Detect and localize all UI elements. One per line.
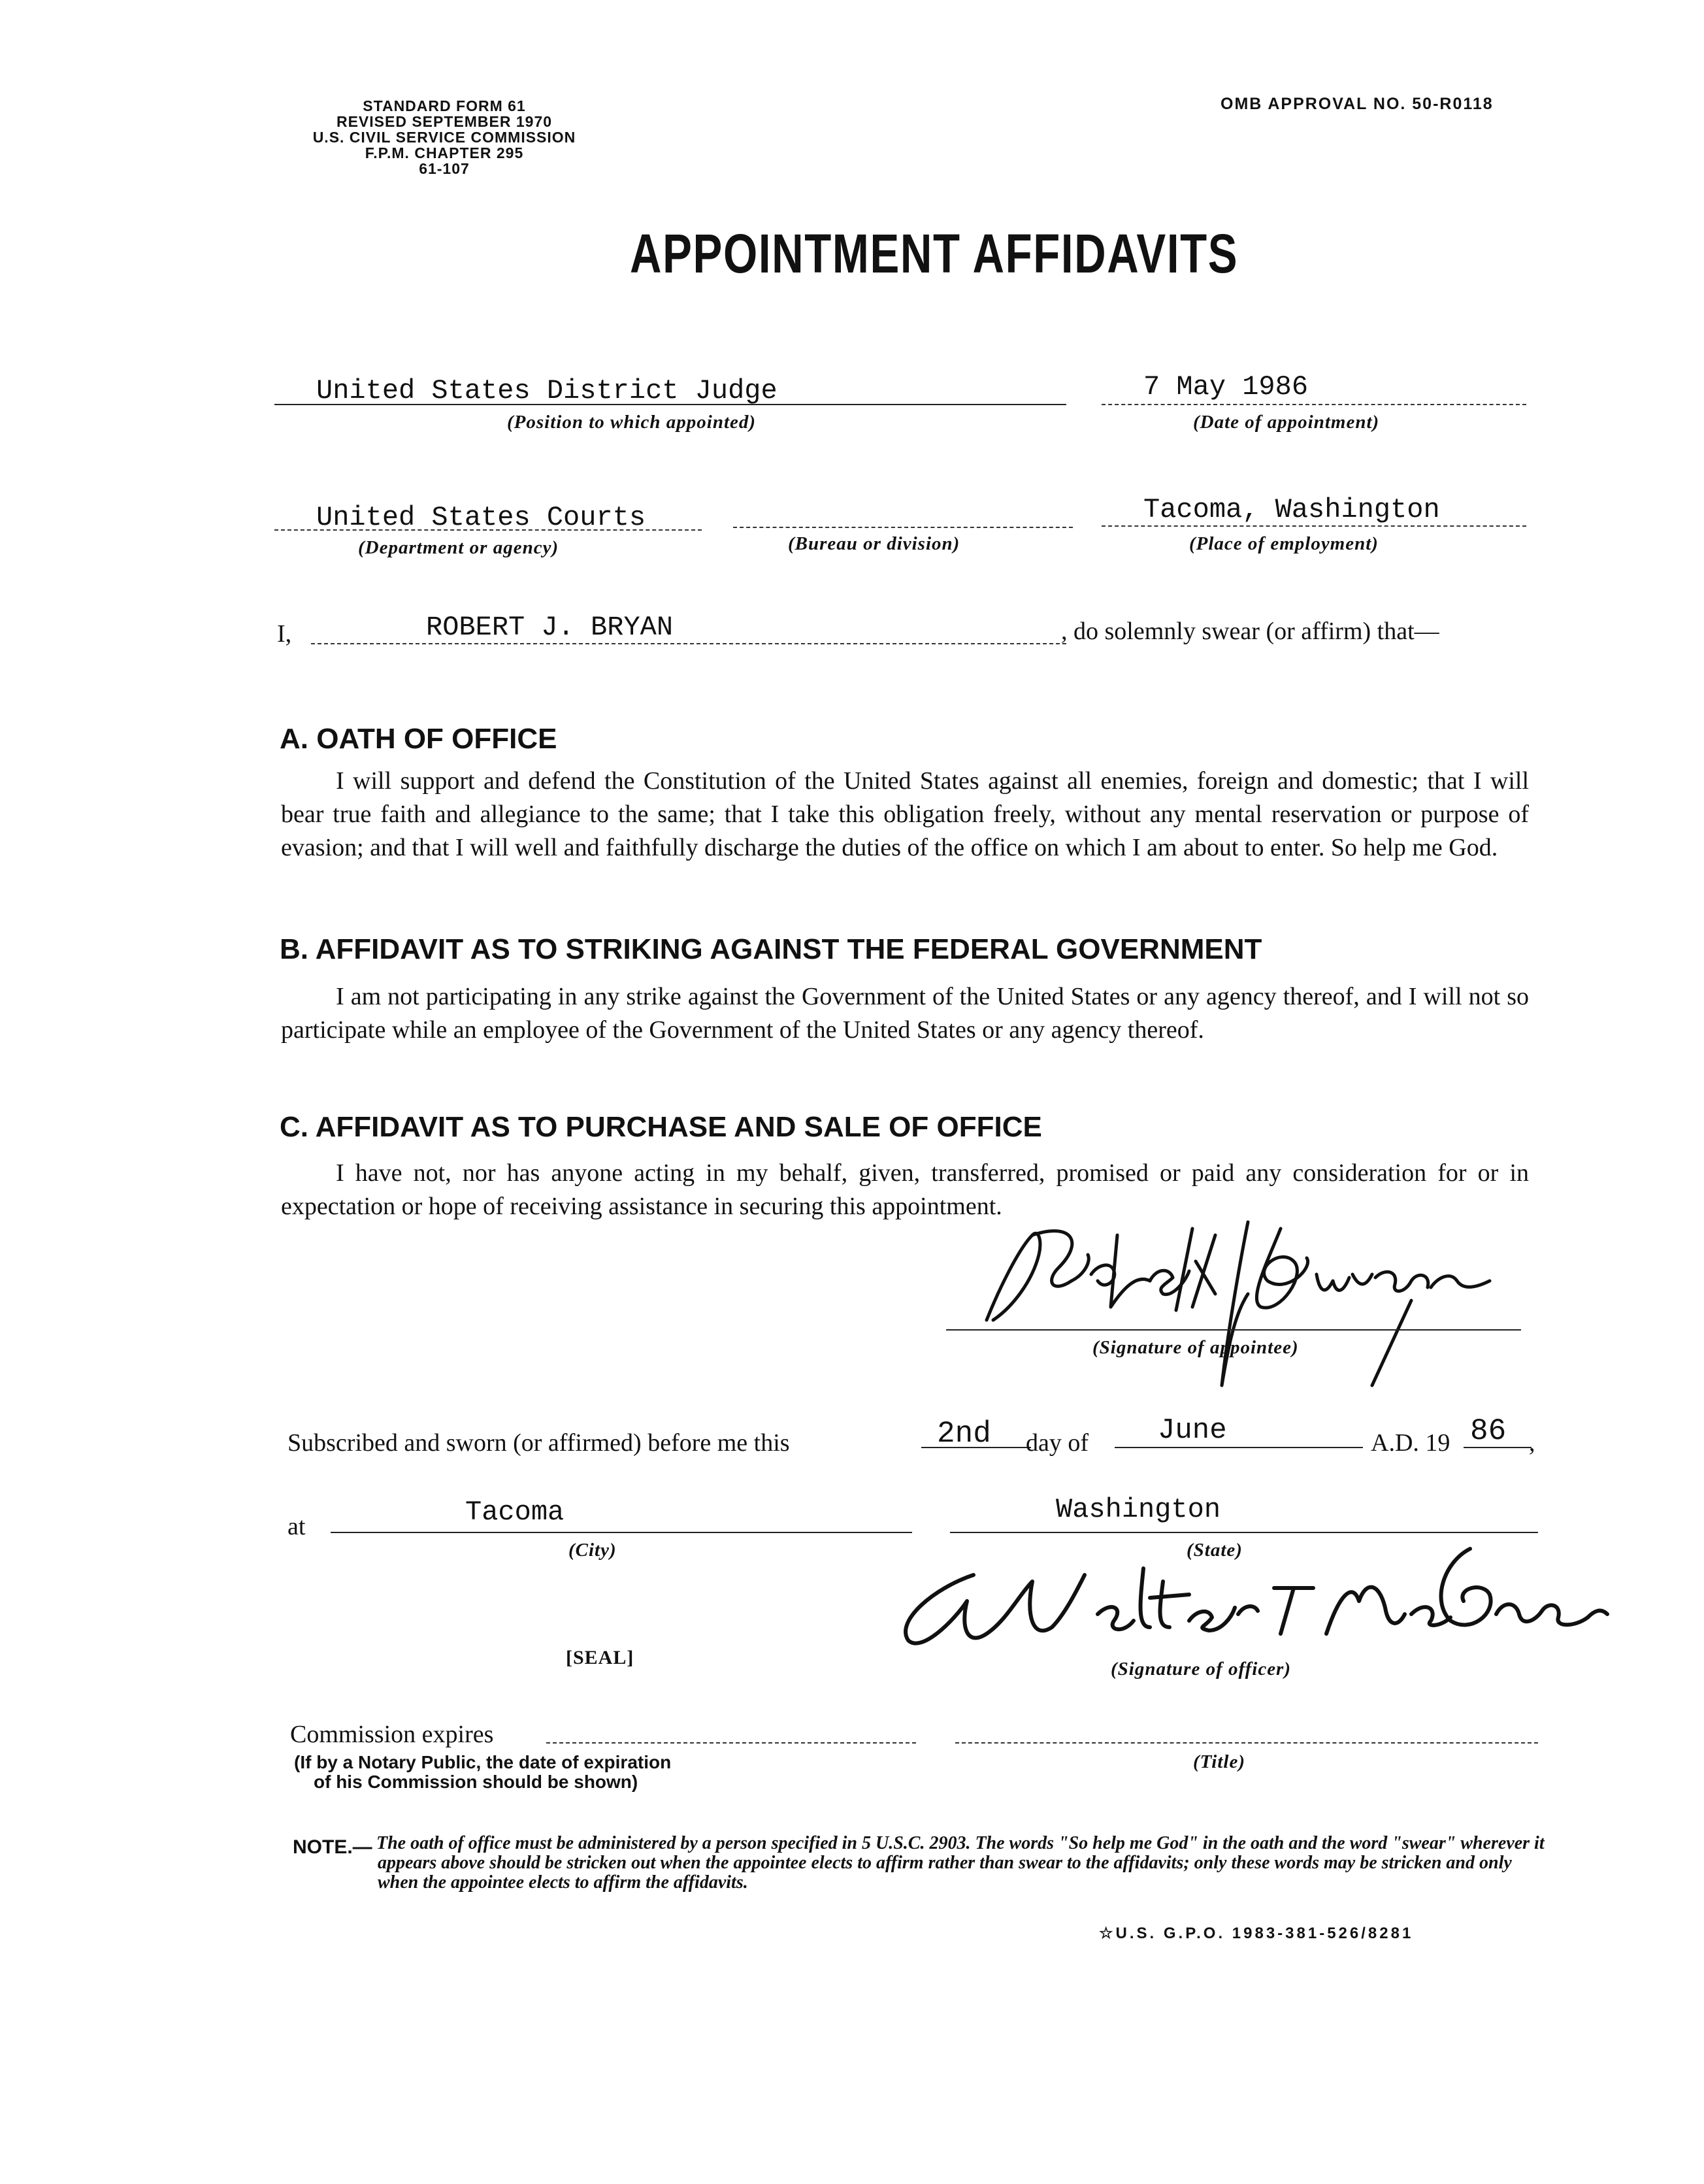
place-caption: (Place of employment) — [1189, 533, 1379, 554]
subscribed-prefix: Subscribed and sworn (or affirmed) before me this — [287, 1429, 790, 1457]
place-underline — [1102, 525, 1526, 527]
bureau-caption: (Bureau or division) — [788, 533, 960, 554]
title-underline[interactable] — [955, 1742, 1538, 1744]
commission-note — [294, 1753, 671, 1792]
section-c-text: I have not, nor has anyone acting in my behalf, given, transferred, promised or paid any consideration for or in expectation or hope of receiving assistance in securing this appointment. — [281, 1159, 1529, 1220]
commission-note-line2: of his Commission should be shown) — [314, 1772, 638, 1792]
form-chapter: F.P.M. CHAPTER 295 — [365, 144, 524, 161]
officer-signature-caption: (Signature of officer) — [1111, 1659, 1292, 1679]
day-underline — [921, 1447, 1031, 1448]
year-comma: , — [1529, 1429, 1535, 1457]
state-caption: (State) — [1187, 1540, 1243, 1561]
appointee-signature-line — [946, 1329, 1521, 1331]
oath-prefix: I, — [277, 620, 292, 648]
state-field[interactable]: Washington — [1056, 1494, 1221, 1525]
printer-imprint: ☆U.S. G.P.O. 1983-381-526/8281 — [1099, 1925, 1414, 1942]
page-title: APPOINTMENT AFFIDAVITS — [630, 223, 1239, 284]
date-caption: (Date of appointment) — [1193, 412, 1380, 433]
month-field[interactable]: June — [1158, 1414, 1227, 1447]
title-caption: (Title) — [1193, 1751, 1245, 1772]
place-field[interactable]: Tacoma, Washington — [1143, 494, 1440, 525]
section-a-heading: A. OATH OF OFFICE — [280, 723, 557, 755]
form-revised: REVISED SEPTEMBER 1970 — [336, 113, 553, 130]
appointee-signature-caption: (Signature of appointee) — [1092, 1337, 1299, 1358]
form-id-block — [268, 98, 621, 176]
seal-placeholder: [SEAL] — [566, 1647, 634, 1668]
section-a-text: I will support and defend the Constitution of the United States against all enemies, foreign and domestic; that I will bear true faith and allegiance to the same; that I take this obligation freely, without any mental reservation or purpose of evasion; and that I will well and faithfully discharge the duties of the office on which I am about to enter. So help me God. — [281, 767, 1529, 861]
section-b-heading: B. AFFIDAVIT AS TO STRIKING AGAINST THE FEDERAL GOVERNMENT — [280, 933, 1262, 965]
date-field[interactable]: 7 May 1986 — [1143, 371, 1309, 403]
appointee-signature — [941, 1196, 1555, 1412]
year-underline — [1464, 1447, 1532, 1448]
form-number: 61-107 — [419, 160, 470, 177]
section-c-heading: C. AFFIDAVIT AS TO PURCHASE AND SALE OF OFFICE — [280, 1111, 1042, 1143]
commission-note-line1: (If by a Notary Public, the date of expiration — [294, 1752, 672, 1772]
form-name: STANDARD FORM 61 — [363, 97, 526, 114]
department-caption: (Department or agency) — [358, 537, 559, 558]
appointee-name-underline — [311, 643, 1066, 644]
ad-label: A.D. 19 — [1371, 1429, 1450, 1457]
position-caption: (Position to which appointed) — [507, 412, 757, 433]
date-underline — [1102, 404, 1526, 405]
section-b-text: I am not participating in any strike against the Government of the United States or any agency thereof, and I will not so participate while an employee of the Government of the United States or any agency thereof. — [281, 983, 1529, 1044]
oath-suffix: , do solemnly swear (or affirm) that— — [1061, 618, 1439, 645]
appointee-name-field[interactable]: ROBERT J. BRYAN — [426, 612, 674, 643]
department-underline — [274, 529, 702, 531]
day-of-label: day of — [1026, 1429, 1089, 1457]
city-caption: (City) — [568, 1540, 617, 1561]
commission-label: Commission expires — [290, 1721, 494, 1748]
omb-approval: OMB APPROVAL NO. 50-R0118 — [1221, 95, 1494, 113]
officer-signature — [882, 1523, 1614, 1673]
year-field[interactable]: 86 — [1470, 1414, 1507, 1448]
commission-underline[interactable] — [546, 1742, 916, 1744]
form-agency: U.S. CIVIL SERVICE COMMISSION — [312, 129, 576, 146]
month-underline — [1115, 1447, 1363, 1448]
position-field[interactable]: United States District Judge — [316, 375, 778, 406]
position-underline — [274, 404, 1066, 405]
note-text: The oath of office must be administered by a person specified in 5 U.S.C. 2903. The words "So help me God" in the oath and the word "swear" wherever it appears above should be stricken out when the appointee elects to affirm rather than swear to the affidavits; only these words may be stricken and only when the appointee elects to affirm the affidavits. — [376, 1833, 1545, 1893]
city-underline — [331, 1532, 912, 1533]
bureau-underline — [733, 527, 1073, 528]
day-field[interactable]: 2nd — [937, 1417, 991, 1451]
department-field[interactable]: United States Courts — [316, 502, 646, 533]
at-label: at — [287, 1513, 306, 1540]
city-field[interactable]: Tacoma — [465, 1497, 565, 1528]
note-label: NOTE.— — [293, 1836, 372, 1858]
